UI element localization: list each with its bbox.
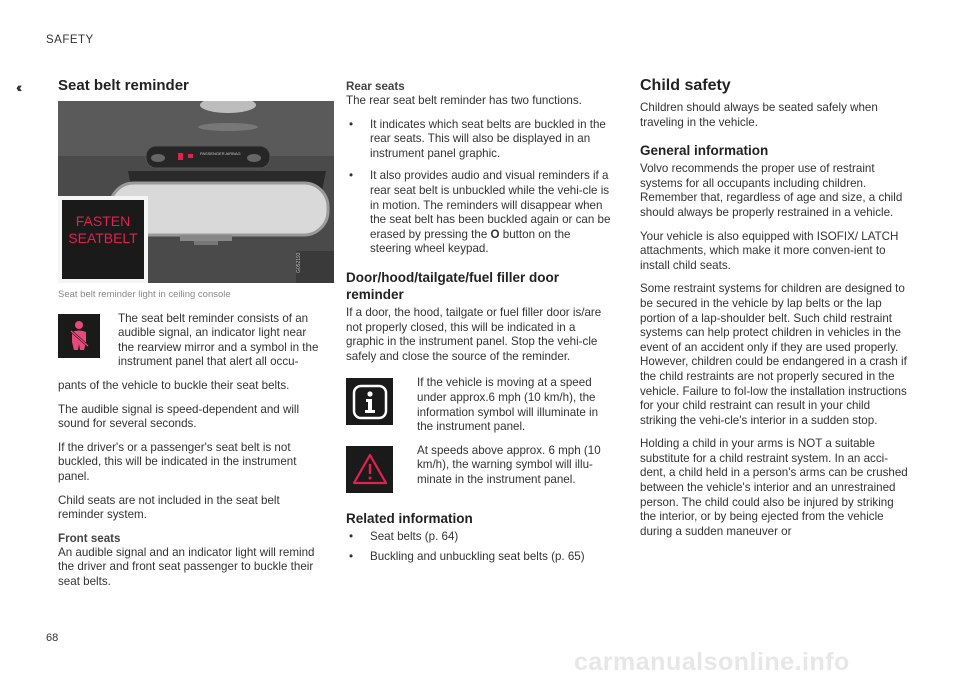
info-note-text: If the vehicle is moving at a speed under approx.6 mph (10 km/h), the information symbol will illuminate in the instrument panel.: [417, 376, 599, 434]
door-reminder-heading: Door/hood/tailgate/fuel filler door reminder: [346, 269, 560, 302]
seatbelt-intro-text-a: The seat belt reminder consists of an audible signal, an indicator light near the rearview mirror and a symbol in the instrument panel that alert all occu-: [118, 311, 319, 369]
general-paragraph-4: Holding a child in your arms is NOT a suitable substitute for a child restraint system. In an acci-dent, a child held in a person's arms can be crushed between the vehicle's interior and an unrestrained person. The child could also be injured by striking the interior, or by being ejected from the vehicle during a sudden maneuver or: [640, 437, 908, 538]
related-link-1[interactable]: [346, 530, 611, 545]
warning-note-text: At speeds above approx. 6 mph (10 km/h), the warning symbol will illu-minate in the instrument panel.: [417, 443, 601, 486]
bullet-dot: •: [349, 529, 354, 543]
general-paragraph-1: Volvo recommends the proper use of restraint systems for all occupants including children. Remember that, regardless of age and size, a child should always be properly restrained in a vehicle.: [640, 162, 903, 219]
paragraph-audible-signal: The audible signal is speed-dependent and will sound for several seconds.: [58, 402, 300, 431]
warning-note: [346, 444, 611, 496]
information-icon: [346, 378, 393, 425]
figure-caption: Seat belt reminder light in ceiling console: [58, 289, 231, 300]
bullet-dot: •: [349, 550, 354, 564]
fasten-sign-line2: SEATBELT: [68, 230, 138, 246]
paragraph-unbuckled: If the driver's or a passenger's seat belt is not buckled, this will be indicated in the instrument panel.: [58, 440, 297, 483]
door-reminder-text: If a door, the hood, tailgate or fuel filler door is/are not properly closed, this will be indicated in a graphic in the instrument panel. Stop the vehi-cle safely and close the source of the reminder.: [346, 305, 602, 363]
rear-bullet-1-text: It indicates which seat belts are buckled in the rear seats. This will also be displayed in an instrument panel graphic.: [370, 117, 606, 160]
related-link-2-text[interactable]: Buckling and unbuckling seat belts (p. 65): [370, 550, 585, 564]
nav-chevrons-icon[interactable]: ‹‹: [16, 79, 20, 95]
seatbelt-reminder-icon: [58, 314, 100, 358]
bullet-dot: •: [349, 117, 354, 131]
front-seats-text: An audible signal and an indicator light will remind the driver and front seat passenger to buckle their seat belts.: [58, 545, 315, 588]
rear-seats-intro: The rear seat belt reminder has two functions.: [346, 94, 582, 107]
rear-bullet-2-text-b: button on the steering wheel keypad.: [370, 227, 571, 256]
info-note: [346, 376, 611, 434]
bullet-dot: •: [349, 169, 354, 183]
figure-code: G052193: [296, 252, 302, 273]
seatbelt-intro-text-b: pants of the vehicle to buckle their seat belts.: [58, 378, 290, 392]
column-seat-belt-reminder: [58, 77, 323, 599]
rear-bullet-2-text-a: It also provides audio and visual reminders if a rear seat belt is unbuckled while the vehi-cle is in motion. The reminders will disappear when the seat belt has been buckled again or can be erased by pressing the: [370, 169, 611, 241]
section-header: SAFETY: [46, 34, 94, 46]
column-child-safety: [640, 77, 908, 548]
related-link-1-text[interactable]: Seat belts (p. 64): [370, 529, 459, 543]
rear-seats-heading: Rear seats: [346, 80, 405, 93]
seatbelt-intro: [58, 312, 323, 370]
child-safety-title: Child safety: [640, 77, 731, 94]
warning-triangle-icon: [346, 446, 393, 493]
paragraph-child-seats: Child seats are not included in the seat belt reminder system.: [58, 493, 280, 522]
front-seats-heading: Front seats: [58, 531, 121, 545]
child-safety-intro: Children should always be seated safely when traveling in the vehicle.: [640, 101, 878, 129]
seat-belt-reminder-title: Seat belt reminder: [58, 77, 189, 94]
page-number: 68: [46, 632, 59, 644]
general-paragraph-2: Your vehicle is also equipped with ISOFIX/ LATCH attachments, which make it more conven-ient to install child seats.: [640, 229, 899, 272]
related-link-2[interactable]: [346, 550, 611, 565]
o-button-label: O: [490, 227, 500, 241]
rear-bullet-1: [346, 118, 611, 162]
general-paragraph-3: Some restraint systems for children are designed to be secured in the vehicle by lap belts or the lap portion of a lap-shoulder belt. Such child restraint systems can help protect children in vehicles in the event of an accident only if they are used properly. However, children could be endangered in a crash if the child restraints are not properly secured in the vehicle. Failure to fol-low the installation instructions for your child restraint can result in your child striking the vehi-cle's interior in a sudden stop.: [640, 282, 907, 427]
rear-bullet-2: [346, 169, 611, 257]
ceiling-console-illustration: [58, 101, 334, 283]
column-rear-seats: [346, 80, 611, 573]
ceiling-console-figure: [58, 101, 334, 283]
svg-text:PASSENGER AIRBAG: PASSENGER AIRBAG: [200, 151, 241, 156]
fasten-sign-line1: FASTEN: [75, 213, 131, 229]
related-information-heading: Related information: [346, 510, 473, 526]
watermark: carmanualsonline.info: [574, 648, 850, 676]
general-information-heading: General information: [640, 143, 769, 159]
